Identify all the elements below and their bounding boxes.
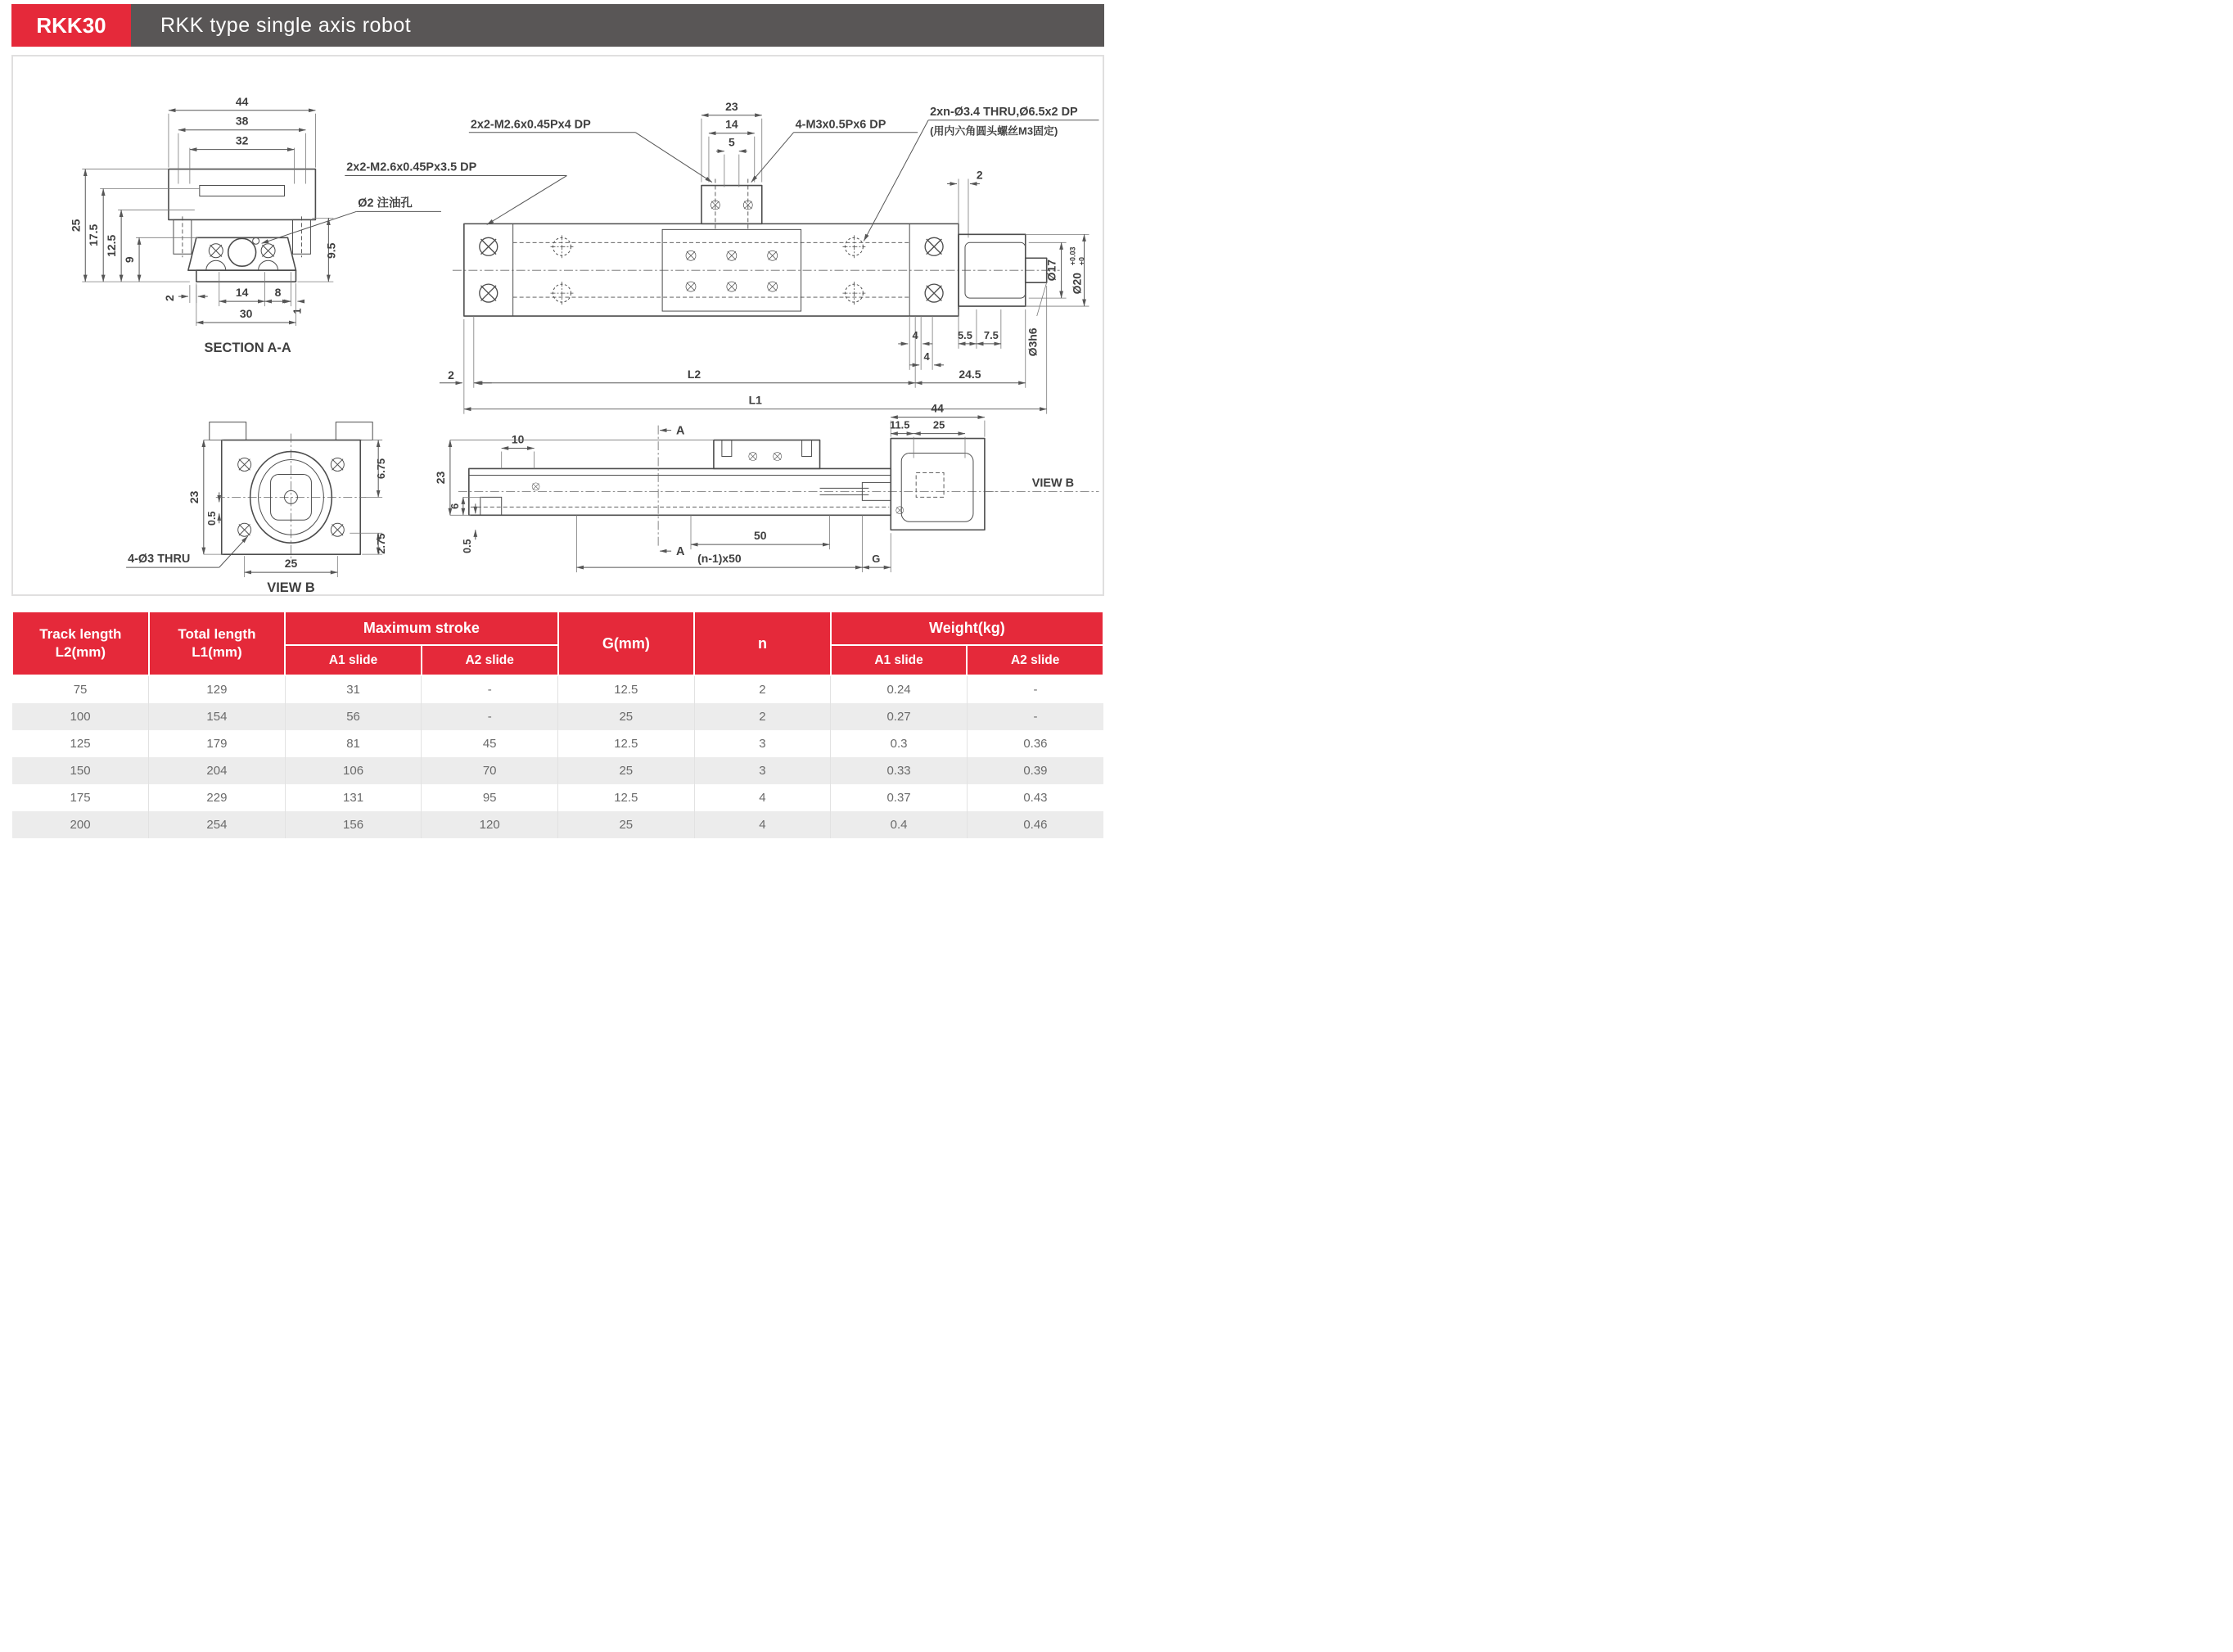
table-cell: 4	[694, 784, 831, 811]
dim-25: 25	[932, 418, 945, 431]
col-weight-a2: A2 slide	[967, 645, 1103, 675]
technical-drawing	[13, 56, 1103, 594]
dim-2: 2	[162, 295, 176, 301]
note-thru-holes: 2xn-Ø3.4 THRU,Ø6.5x2 DP	[930, 105, 1078, 119]
table-cell: 129	[149, 675, 286, 703]
col-track-length-line2: L2(mm)	[55, 644, 106, 660]
page-header	[11, 4, 1104, 47]
table-row	[12, 757, 1103, 784]
table-row	[12, 784, 1103, 811]
dim-25: 25	[284, 557, 298, 571]
col-total-length	[149, 612, 286, 675]
dim-44: 44	[235, 94, 249, 108]
table-cell: 156	[285, 811, 422, 838]
col-track-length	[12, 612, 149, 675]
table-row	[12, 675, 1103, 703]
dim-9-5: 9.5	[324, 242, 338, 259]
spec-table	[11, 611, 1104, 838]
dim-38: 38	[235, 114, 249, 128]
table-cell: 25	[558, 811, 695, 838]
view-b-direction-label: VIEW B	[1031, 476, 1075, 490]
table-cell: 200	[12, 811, 149, 838]
dim-2-top: 2	[976, 168, 983, 182]
dim-2-left: 2	[448, 368, 454, 381]
table-cell: 254	[149, 811, 286, 838]
table-cell: 175	[12, 784, 149, 811]
table-cell: 56	[285, 703, 422, 730]
dim-d3h6: Ø3h6	[1026, 327, 1040, 357]
dim-L2: L2	[687, 367, 701, 381]
col-total-length-line1: Total length	[178, 625, 256, 642]
table-row	[12, 703, 1103, 730]
table-cell: 154	[149, 703, 286, 730]
dim-0-5: 0.5	[205, 511, 218, 526]
dim-17-5: 17.5	[87, 223, 101, 246]
dim-12-5: 12.5	[105, 234, 119, 257]
note-4-thru: 4-Ø3 THRU	[128, 553, 191, 566]
table-cell: 0.46	[1023, 818, 1048, 832]
dim-9: 9	[123, 256, 137, 264]
col-g: G(mm)	[558, 612, 695, 675]
dim-2-75: 2.75	[375, 533, 388, 554]
side-elevation-view	[434, 402, 1099, 572]
table-cell: 2	[694, 703, 831, 730]
table-cell: 45	[422, 730, 558, 757]
section-caption: SECTION A-A	[204, 340, 291, 355]
dim-G: G	[872, 553, 881, 566]
dim-5-5: 5.5	[957, 328, 972, 341]
dim-11-5: 11.5	[889, 418, 910, 431]
dim-4-upper: 4	[912, 328, 918, 341]
table-cell: 120	[422, 811, 558, 838]
table-cell: 12.5	[558, 675, 695, 703]
table-cell: 12.5	[558, 730, 695, 757]
dim-10: 10	[511, 432, 525, 446]
dim-23: 23	[433, 471, 447, 485]
dim-50: 50	[753, 529, 767, 543]
table-cell: 179	[149, 730, 286, 757]
table-cell: 0.3	[831, 730, 968, 757]
table-cell: 0.43	[1023, 791, 1048, 805]
table-cell: 4	[694, 811, 831, 838]
note-tap-3-5: 2x2-M2.6x0.45Px3.5 DP	[346, 160, 477, 174]
table-cell: 0.27	[831, 703, 968, 730]
dim-L1: L1	[748, 393, 762, 407]
dim-d17: Ø17	[1044, 260, 1058, 282]
table-cell: 125	[12, 730, 149, 757]
dim-4-lower: 4	[923, 350, 930, 363]
table-cell: 12.5	[558, 784, 695, 811]
dim-6: 6	[448, 503, 461, 509]
dim-23: 23	[187, 490, 201, 504]
table-cell: 229	[149, 784, 286, 811]
table-row	[12, 811, 1103, 838]
table-cell: 0.33	[831, 757, 968, 784]
dim-44: 44	[931, 401, 944, 415]
dim-5: 5	[728, 135, 735, 149]
model-badge: RKK30	[11, 4, 131, 47]
table-cell: 25	[558, 703, 695, 730]
table-cell: 131	[285, 784, 422, 811]
table-cell: 0.36	[1023, 737, 1048, 751]
col-stroke-a2: A2 slide	[422, 645, 558, 675]
table-cell: -	[1033, 710, 1038, 724]
table-cell: 70	[422, 757, 558, 784]
dim-d20-tol-hi: +0.03	[1068, 246, 1077, 266]
view-b-caption: VIEW B	[267, 580, 315, 594]
section-mark-a-bottom: A	[676, 545, 685, 559]
table-cell: 100	[12, 703, 149, 730]
table-cell: -	[422, 703, 558, 730]
note-tap-4dp: 2x2-M2.6x0.45Px4 DP	[470, 118, 591, 132]
dim-23: 23	[725, 99, 738, 113]
table-cell: 2	[694, 675, 831, 703]
table-cell: 3	[694, 757, 831, 784]
table-row	[12, 730, 1103, 757]
dim-32: 32	[235, 133, 249, 147]
dim-7-5: 7.5	[983, 328, 999, 341]
dim-24-5: 24.5	[959, 367, 981, 381]
table-cell: 31	[285, 675, 422, 703]
dim-6-75: 6.75	[375, 458, 388, 480]
table-cell: 0.4	[831, 811, 968, 838]
col-max-stroke: Maximum stroke	[285, 612, 557, 645]
dim-25: 25	[69, 219, 83, 232]
dim-pitch: (n-1)x50	[697, 552, 742, 566]
dim-14: 14	[725, 117, 738, 131]
note-tap-m3: 4-M3x0.5Px6 DP	[795, 118, 886, 132]
table-cell: 95	[422, 784, 558, 811]
table-cell: 75	[12, 675, 149, 703]
table-cell: 0.37	[831, 784, 968, 811]
table-cell: 150	[12, 757, 149, 784]
page-title: RKK type single axis robot	[131, 4, 1104, 47]
note-oil-hole: Ø2 注油孔	[358, 196, 413, 210]
col-weight-a1: A1 slide	[831, 645, 968, 675]
plan-view	[440, 100, 1099, 414]
dim-14: 14	[235, 286, 249, 300]
table-cell: 3	[694, 730, 831, 757]
technical-drawing-panel	[11, 55, 1104, 596]
col-track-length-line1: Track length	[39, 625, 122, 642]
col-total-length-line2: L1(mm)	[192, 644, 242, 660]
view-b-front	[126, 422, 387, 594]
dim-8: 8	[274, 286, 282, 300]
dim-d20-tol-lo: +0	[1077, 256, 1086, 266]
dim-0-5: 0.5	[461, 539, 473, 553]
datasheet-page	[0, 0, 1116, 832]
table-cell: 0.24	[831, 675, 968, 703]
table-cell: 204	[149, 757, 286, 784]
col-stroke-a1: A1 slide	[285, 645, 422, 675]
section-mark-a-top: A	[676, 424, 685, 438]
table-cell: 25	[558, 757, 695, 784]
dim-1: 1	[291, 308, 304, 314]
dim-d20: Ø20	[1070, 272, 1084, 295]
table-cell: -	[422, 675, 558, 703]
table-cell: 106	[285, 757, 422, 784]
note-thru-holes-cn: (用内六角圆头螺丝M3固定)	[930, 124, 1058, 138]
dim-30: 30	[239, 307, 253, 321]
table-cell: 81	[285, 730, 422, 757]
col-n: n	[694, 612, 831, 675]
table-cell: -	[1033, 683, 1038, 697]
table-cell: 0.39	[1023, 764, 1048, 778]
col-weight: Weight(kg)	[831, 612, 1103, 645]
